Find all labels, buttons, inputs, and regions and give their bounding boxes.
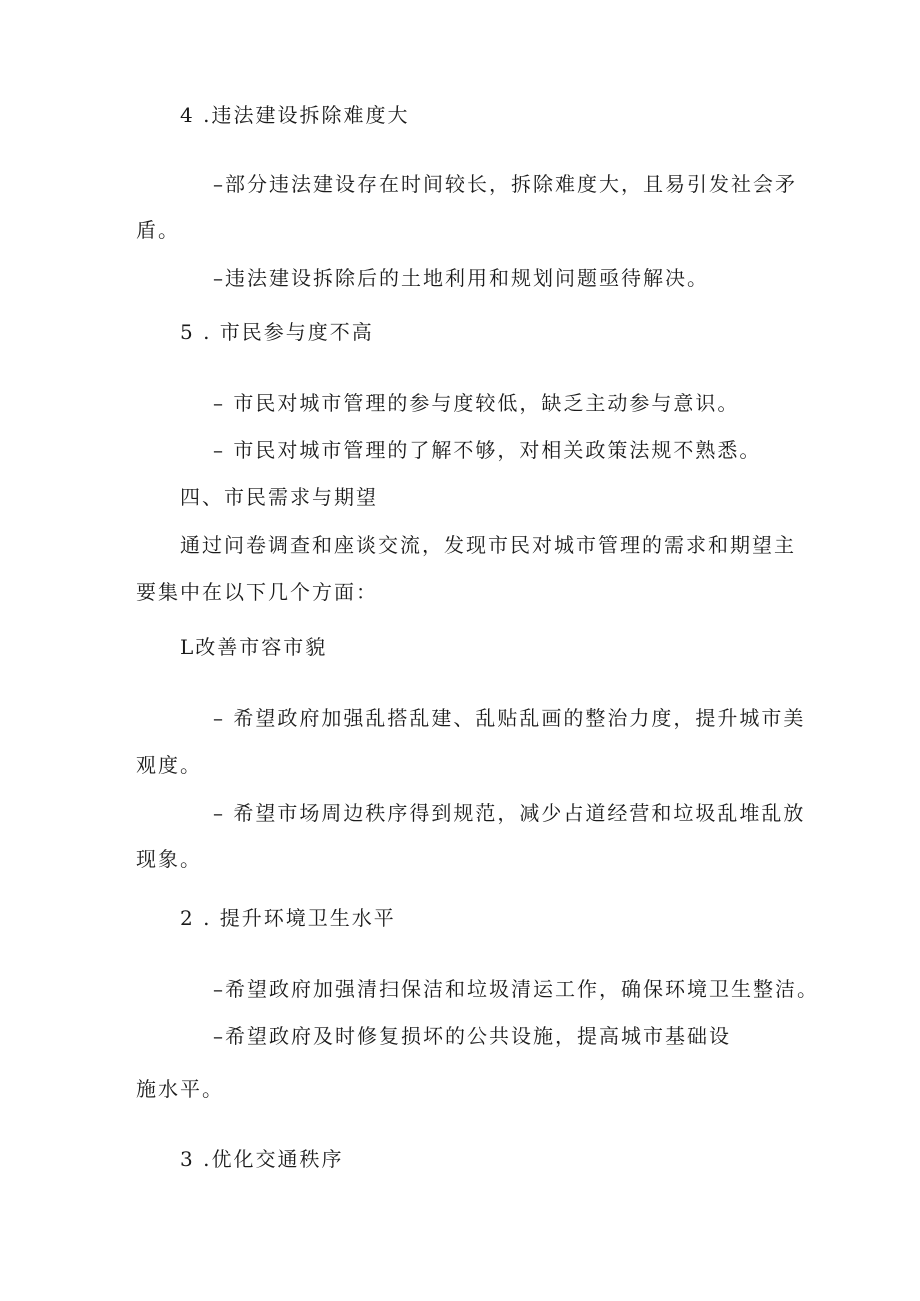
paragraph-text: 通过问卷调查和座谈交流，发现市民对城市管理的需求和期望主 [180, 533, 796, 557]
heading-1: L改善市容市貌 [180, 635, 328, 659]
paragraph-text-continued: 要集中在以下几个方面： [136, 580, 378, 604]
bullet-text-continued: 观度。 [136, 753, 202, 777]
bullet-text-continued: 盾。 [136, 218, 180, 242]
heading-5: 5 . 市民参与度不高 [180, 320, 374, 344]
bullet-text: –违法建设拆除后的土地利用和规划问题亟待解决。 [213, 266, 709, 290]
bullet-text: – 希望市场周边秩序得到规范，减少占道经营和垃圾乱堆乱放 [213, 801, 806, 825]
bullet-text-continued: 现象。 [136, 847, 202, 871]
bullet-text: –希望政府及时修复损坏的公共设施，提高城市基础设 [213, 1024, 731, 1048]
bullet-text: – 市民对城市管理的了解不够，对相关政策法规不熟悉。 [213, 438, 762, 462]
bullet-text-continued: 施水平。 [136, 1077, 224, 1101]
bullet-text: –希望政府加强清扫保洁和垃圾清运工作，确保环境卫生整洁。 [213, 977, 819, 1001]
heading-2: 2 . 提升环境卫生水平 [180, 906, 396, 930]
heading-4: 4 .违法建设拆除难度大 [180, 103, 410, 127]
bullet-text: –部分违法建设存在时间较长，拆除难度大，且易引发社会矛 [213, 172, 797, 196]
bullet-text: – 希望政府加强乱搭乱建、乱贴乱画的整治力度，提升城市美 [213, 706, 806, 730]
heading-3: 3 .优化交通秩序 [180, 1147, 344, 1171]
bullet-text: – 市民对城市管理的参与度较低，缺乏主动参与意识。 [213, 391, 740, 415]
section-heading: 四、市民需求与期望 [180, 485, 378, 509]
